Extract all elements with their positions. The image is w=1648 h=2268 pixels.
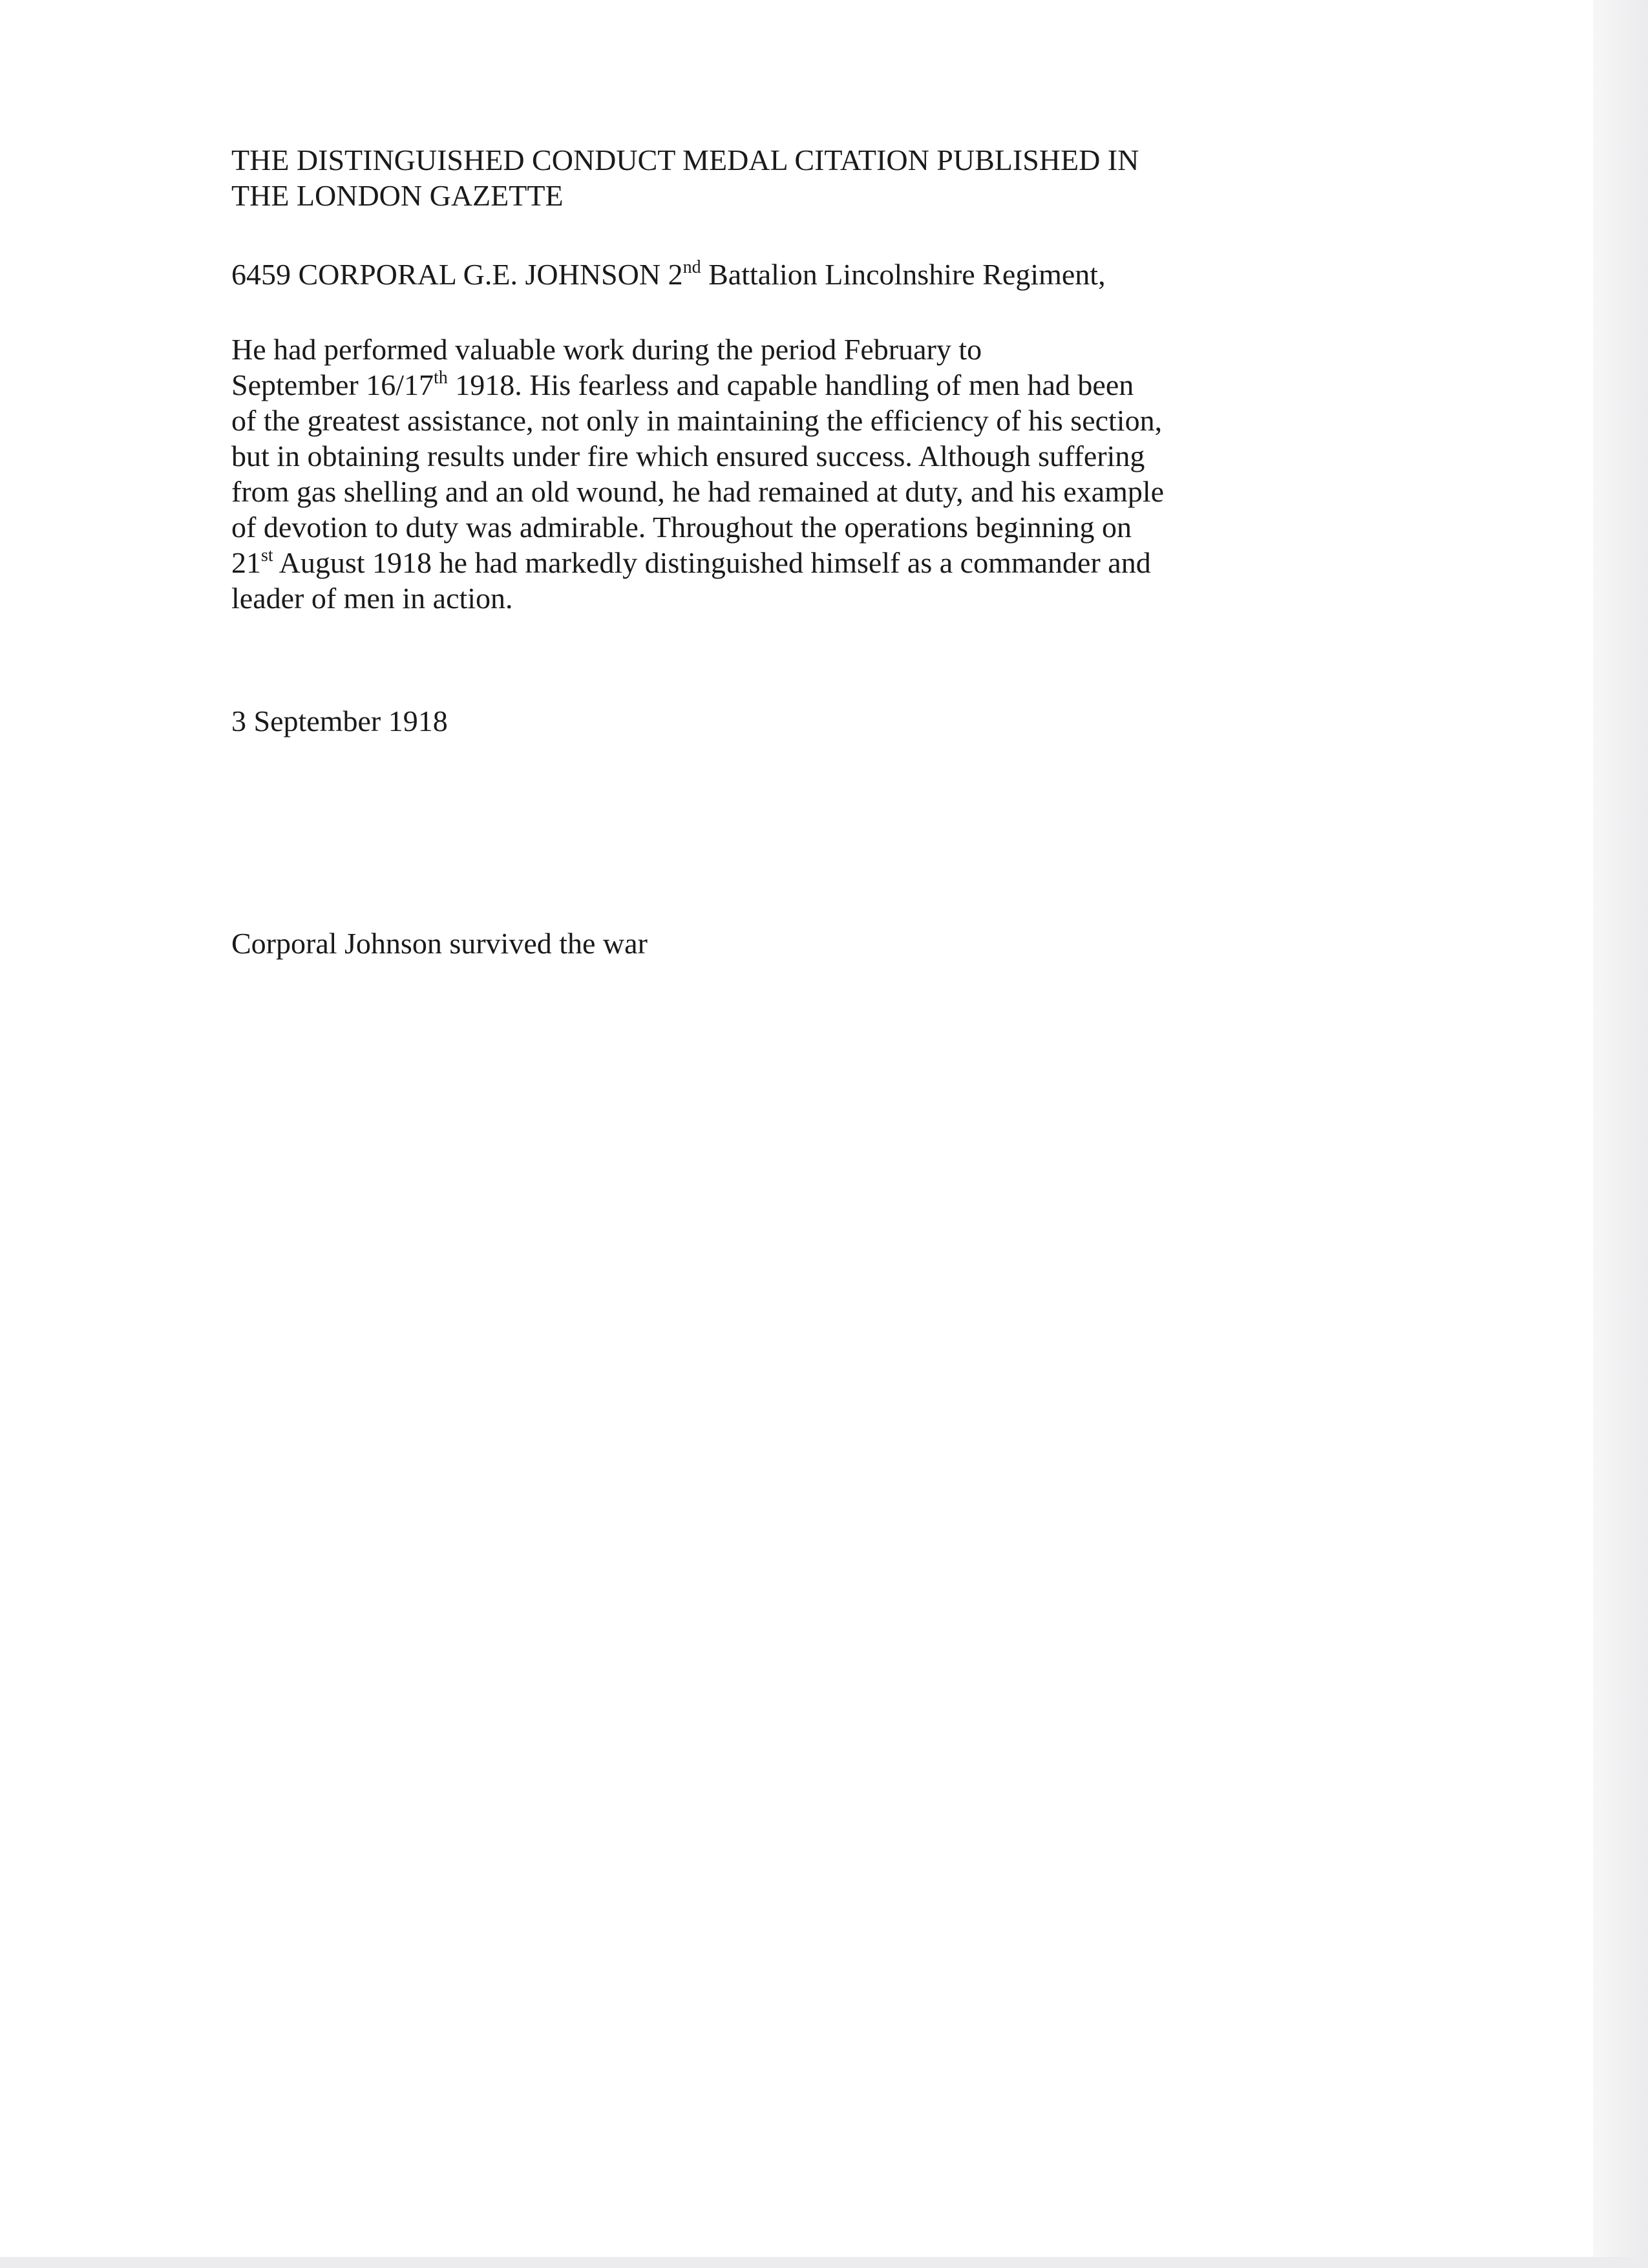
scan-edge-bottom: [0, 2257, 1648, 2268]
soldier-unit: Battalion Lincolnshire Regiment,: [701, 258, 1106, 291]
citation-line: He had performed valuable work during the period February to: [231, 333, 982, 366]
scan-edge-right: [1593, 0, 1648, 2268]
citation-line: of the greatest assistance, not only in maintaining the efficiency of his section,: [231, 404, 1163, 437]
citation-text: [231, 332, 1291, 616]
ordinal-suffix: nd: [682, 257, 701, 277]
soldier-identification: [231, 257, 1291, 292]
citation-line-part: August 1918 he had markedly distinguished himself as a commander and: [273, 546, 1151, 579]
citation-line-part: September 16/17: [231, 368, 434, 401]
footnote: Corporal Johnson survived the war: [231, 927, 648, 960]
citation-line: [231, 545, 1291, 580]
ordinal-suffix: th: [434, 368, 448, 388]
heading-line-2: THE LONDON GAZETTE: [231, 179, 564, 212]
citation-line-part: 21: [231, 546, 261, 579]
document-heading: [231, 142, 1291, 213]
citation-line-part: 1918. His fearless and capable handling of men had been: [447, 368, 1134, 401]
citation-line: of devotion to duty was admirable. Throughout the operations beginning on: [231, 511, 1132, 544]
citation-line: from gas shelling and an old wound, he had remained at duty, and his example: [231, 475, 1165, 508]
citation-line: leader of men in action.: [231, 582, 513, 615]
ordinal-suffix: st: [261, 546, 273, 566]
citation-line: [231, 367, 1291, 403]
soldier-number-rank-name: 6459 CORPORAL G.E. JOHNSON 2: [231, 258, 683, 291]
heading-line-1: THE DISTINGUISHED CONDUCT MEDAL CITATION PUBLISHED IN: [231, 143, 1139, 176]
citation-line: but in obtaining results under fire which ensured success. Although suffering: [231, 440, 1145, 472]
citation-date: 3 September 1918: [231, 705, 448, 737]
